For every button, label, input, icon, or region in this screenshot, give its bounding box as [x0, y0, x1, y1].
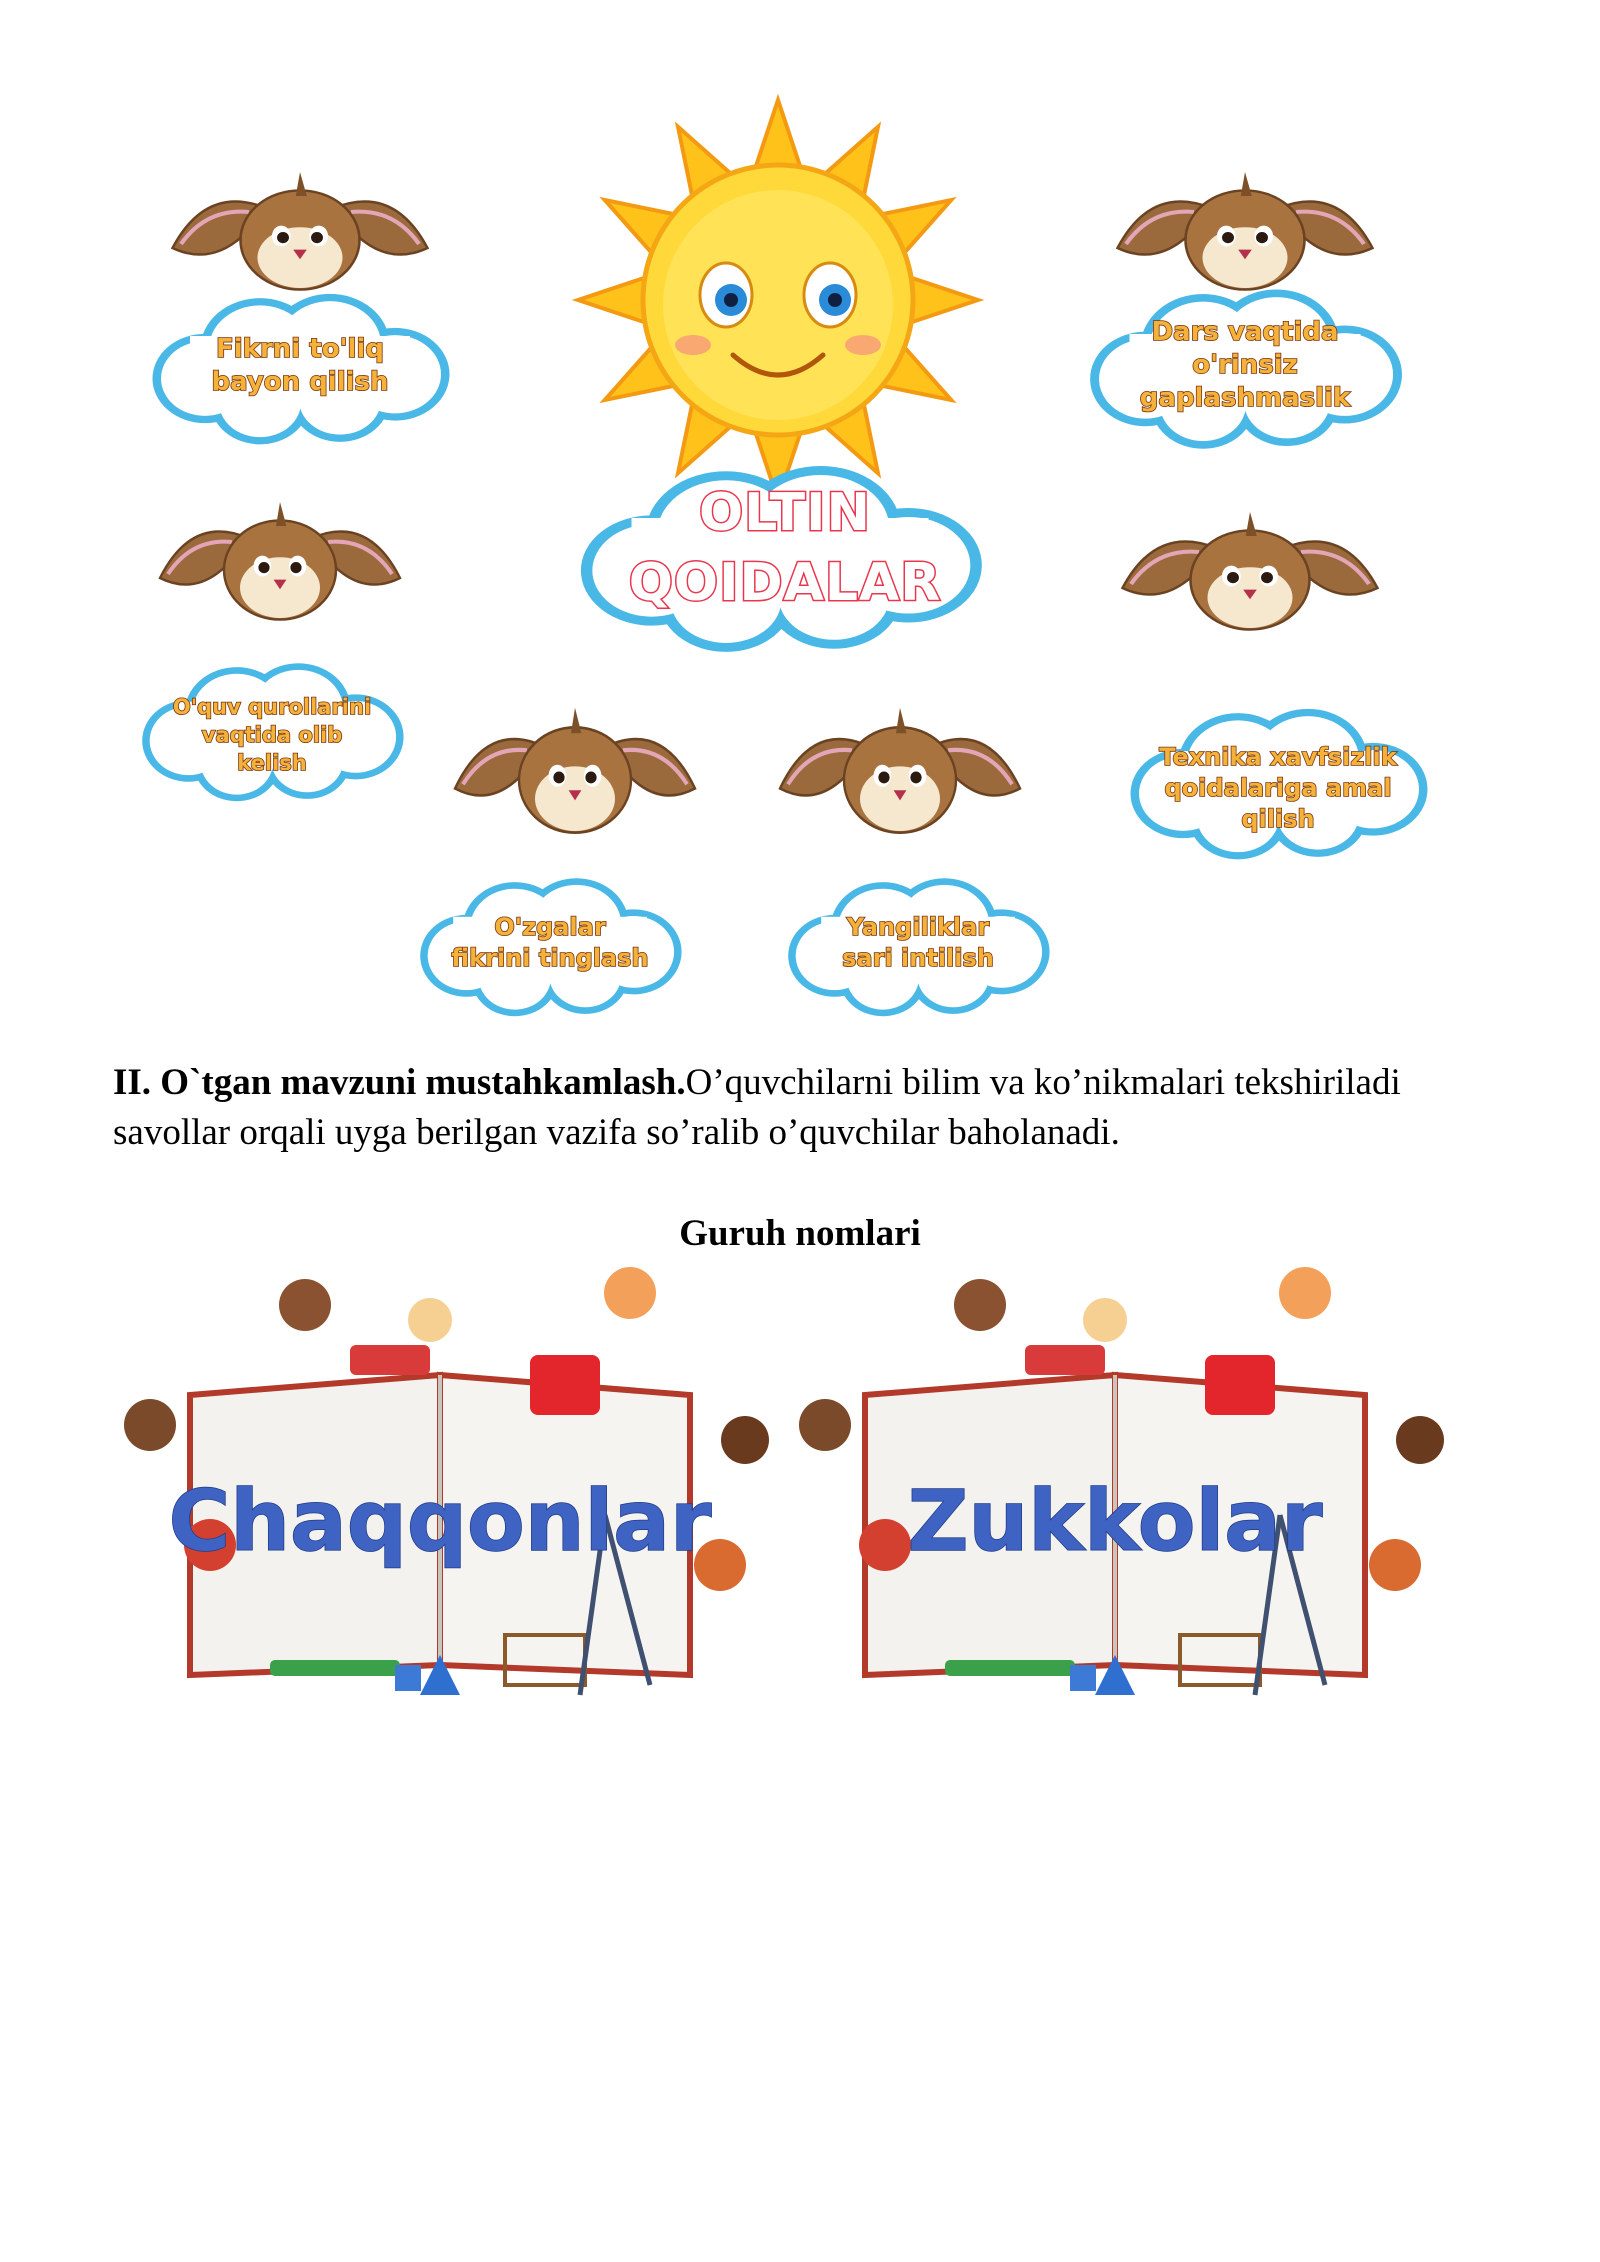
sparrow-icon	[160, 502, 400, 620]
rule-4-line-2: qoidalariga amal	[1164, 774, 1392, 802]
rule-card-5	[424, 708, 695, 1013]
rule-3-line-1: O'quv qurollarini	[172, 695, 372, 719]
sparrow-icon	[1123, 512, 1378, 630]
sun-illustration	[578, 100, 978, 500]
rule-4-line-1: Texnika xavfsizlik	[1159, 743, 1397, 771]
rule-1-line-2: bayon qilish	[211, 367, 389, 397]
rule-card-4	[1123, 512, 1424, 856]
rule-1-line-1: Fikrni to'liq	[216, 334, 384, 364]
rule-6-line-2: sari intilish	[842, 944, 994, 972]
groups-heading: Guruh nomlari	[679, 1213, 921, 1254]
rule-5-line-1: O'zgalar	[494, 913, 606, 941]
rule-2-line-1: Dars vaqtida	[1151, 317, 1339, 347]
poster-title-line2: QOIDALAR	[628, 553, 942, 613]
rule-card-1	[157, 172, 445, 441]
rule-2-line-2: o'rinsiz	[1192, 350, 1298, 380]
sparrow-icon	[455, 708, 695, 833]
rule-2-line-3: gaplashmaslik	[1139, 383, 1351, 413]
rule-card-3	[146, 502, 400, 798]
rule-6-line-1: Yangiliklar	[846, 913, 990, 941]
sparrow-icon	[780, 708, 1020, 833]
section-paragraph	[113, 1058, 1443, 1158]
section-heading: II. O`tgan mavzuni mustahkamlash.	[113, 1062, 686, 1103]
rule-card-2	[1095, 172, 1397, 445]
group-name-1: Chaqqonlar	[168, 1472, 712, 1570]
sparrow-icon	[1118, 172, 1373, 290]
section-text: O’quvchilarni bilim va ko’nikmalari tekshiriladi savollar orqali uyga berilgan vazifa so’ralib o’quvchilar baholanadi.	[113, 1062, 1401, 1153]
golden-rules-poster	[0, 0, 1600, 1040]
poster-title-line1: OLTIN	[698, 483, 872, 543]
rule-4-line-3: qilish	[1241, 805, 1315, 833]
rule-card-6	[780, 708, 1046, 1013]
group-card-2	[785, 1265, 1465, 1735]
title-cloud	[587, 471, 976, 647]
group-card-1	[110, 1265, 790, 1735]
rule-5-line-2: fikrini tinglash	[451, 944, 649, 972]
rule-3-line-3: kelish	[237, 751, 307, 775]
group-name-2: Zukkolar	[907, 1472, 1323, 1570]
rule-3-line-2: vaqtida olib	[201, 723, 343, 747]
sparrow-icon	[173, 172, 428, 290]
